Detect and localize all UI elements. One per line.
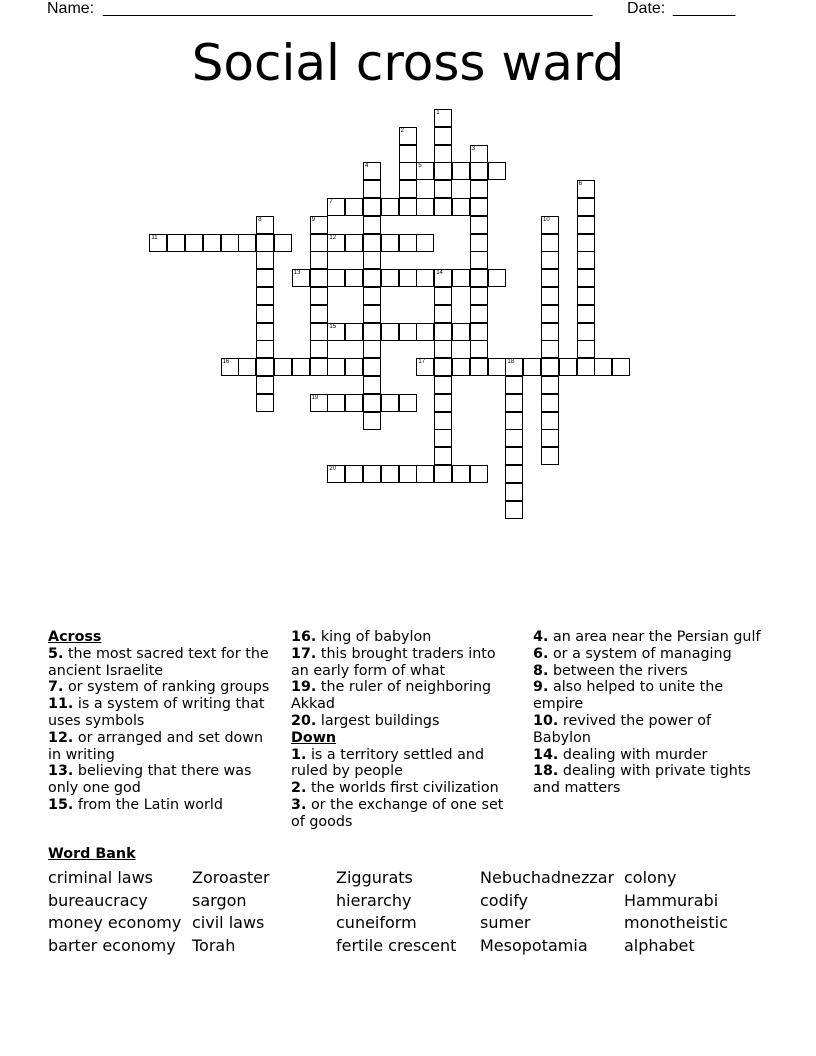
grid-cell[interactable] [345,269,363,287]
grid-cell[interactable] [577,323,595,341]
grid-cell[interactable] [577,251,595,269]
grid-cell[interactable] [274,234,292,252]
clue-down-3: 3. or the exchange of one set of goods [291,796,504,830]
word-bank-item: alphabet [624,936,695,955]
word-bank-item: criminal laws [48,868,153,887]
grid-cell[interactable] [363,376,381,394]
grid-cell[interactable] [381,394,399,412]
clue-number: 7 [329,199,333,205]
clue-down-4: 4. an area near the Persian gulf [533,629,761,645]
grid-cell[interactable] [470,180,488,198]
grid-cell[interactable] [505,483,523,501]
clue-down-10: 10. revived the power of Babylon [533,712,712,746]
grid-cell[interactable] [434,145,452,163]
grid-cell[interactable] [363,323,381,341]
grid-cell[interactable] [327,198,345,216]
grid-cell[interactable] [434,269,452,287]
grid-cell[interactable] [399,145,417,163]
word-bank-item: Ziggurats [336,868,413,887]
word-bank-item: hierarchy [336,891,412,910]
grid-cell[interactable] [399,127,417,145]
word-bank-item: Zoroaster [192,868,270,887]
grid-cell[interactable] [310,234,328,252]
grid-cell[interactable] [541,234,559,252]
grid-cell[interactable] [381,323,399,341]
grid-cell[interactable] [345,465,363,483]
grid-cell[interactable] [363,251,381,269]
clues-column-3 [533,629,763,797]
clue-down-18: 18. dealing with private tights and matters [533,763,751,797]
grid-cell[interactable] [256,269,274,287]
grid-cell[interactable] [416,358,434,376]
grid-cell[interactable] [505,358,523,376]
grid-cell[interactable] [505,447,523,465]
grid-cell[interactable] [541,376,559,394]
word-bank-item: codify [480,891,529,910]
word-bank-item: Torah [192,936,236,955]
word-bank-item: bureaucracy [48,891,148,910]
grid-cell[interactable] [470,465,488,483]
grid-cell[interactable] [310,323,328,341]
grid-cell[interactable] [363,162,381,180]
grid-cell[interactable] [577,358,595,376]
clue-across-12: 12. or arranged and set down in writing [48,729,264,763]
clue-number: 9 [311,216,315,223]
grid-cell[interactable] [327,269,345,287]
grid-cell[interactable] [399,162,417,180]
grid-cell[interactable] [505,394,523,412]
grid-cell[interactable] [345,234,363,252]
grid-cell[interactable] [363,180,381,198]
grid-cell[interactable] [363,412,381,430]
word-bank-heading: Word Bank [48,846,136,862]
across-heading: Across [48,629,102,645]
word-bank-item: Nebuchadnezzar [480,868,615,887]
grid-cell[interactable] [452,358,470,376]
clue-number: 12 [329,234,337,241]
grid-cell[interactable] [470,216,488,234]
grid-cell[interactable] [399,394,417,412]
grid-cell[interactable] [256,376,274,394]
grid-cell[interactable] [577,216,595,234]
clue-across-16: 16. king of babylon [291,629,432,645]
grid-cell[interactable] [221,358,239,376]
grid-cell[interactable] [541,358,559,376]
grid-cell[interactable] [541,305,559,323]
grid-cell[interactable] [434,340,452,358]
grid-cell[interactable] [345,394,363,412]
name-line[interactable]: _______________________________________________________ [103,0,593,17]
grid-cell[interactable] [310,216,328,234]
grid-cell[interactable] [399,234,417,252]
grid-cell[interactable] [256,251,274,269]
grid-cell[interactable] [434,429,452,447]
grid-cell[interactable] [363,269,381,287]
grid-cell[interactable] [416,323,434,341]
grid-cell[interactable] [541,216,559,234]
grid-cell[interactable] [488,162,506,180]
grid-cell[interactable] [416,162,434,180]
clue-number: 20 [329,466,337,472]
clue-number: 6 [578,181,582,188]
grid-cell[interactable] [434,394,452,412]
grid-cell[interactable] [470,145,488,163]
grid-cell[interactable] [541,269,559,287]
grid-cell[interactable] [541,447,559,465]
down-heading: Down [291,729,337,746]
grid-cell[interactable] [470,162,488,180]
grid-cell[interactable] [452,465,470,483]
grid-cell[interactable] [256,340,274,358]
grid-cell[interactable] [256,358,274,376]
grid-cell[interactable] [256,305,274,323]
grid-cell[interactable] [327,234,345,252]
clues-column-1 [48,629,274,814]
word-bank-item: sumer [480,913,531,932]
grid-cell[interactable] [310,340,328,358]
grid-cell[interactable] [612,358,630,376]
clue-across-19: 19. the ruler of neighboring Akkad [291,679,492,713]
grid-cell[interactable] [434,198,452,216]
grid-cell[interactable] [505,465,523,483]
grid-cell[interactable] [292,358,310,376]
grid-cell[interactable] [327,394,345,412]
grid-cell[interactable] [434,412,452,430]
grid-cell[interactable] [470,287,488,305]
grid-cell[interactable] [381,234,399,252]
grid-cell[interactable] [363,305,381,323]
word-bank-item: barter economy [48,936,176,955]
grid-cell[interactable] [577,198,595,216]
grid-cell[interactable] [345,198,363,216]
grid-cell[interactable] [505,412,523,430]
clue-number: 14 [436,270,443,277]
name-label: Name: [47,0,95,17]
date-label: Date: [627,0,666,17]
clue-number: 17 [418,359,426,366]
grid-cell[interactable] [399,180,417,198]
grid-cell[interactable] [310,251,328,269]
grid-cell[interactable] [523,358,541,376]
grid-cell[interactable] [256,323,274,341]
grid-cell[interactable] [470,323,488,341]
clue-number: 2 [400,127,404,134]
grid-cell[interactable] [434,323,452,341]
clue-number: 5 [418,163,422,170]
grid-cell[interactable] [381,198,399,216]
clue-number: 13 [293,270,301,277]
grid-cell[interactable] [363,234,381,252]
word-bank-item: monotheistic [624,913,728,932]
grid-cell[interactable] [434,465,452,483]
grid-cell[interactable] [149,234,167,252]
grid-cell[interactable] [310,287,328,305]
grid-cell[interactable] [327,465,345,483]
page-title: Social cross ward [191,34,625,92]
grid-cell[interactable] [434,127,452,145]
clue-down-1: 1. is a territory settled and ruled by people [291,746,485,780]
grid-cell[interactable] [452,269,470,287]
grid-cell[interactable] [310,358,328,376]
clue-across-13: 13. believing that there was only one god [48,763,252,797]
grid-cell[interactable] [399,269,417,287]
clue-number: 19 [311,394,319,401]
grid-cell[interactable] [505,429,523,447]
grid-cell[interactable] [256,216,274,234]
grid-cell[interactable] [256,287,274,305]
grid-cell[interactable] [256,394,274,412]
grid-cell[interactable] [577,287,595,305]
grid-cell[interactable] [541,287,559,305]
grid-cell[interactable] [363,287,381,305]
clue-down-9: 9. also helped to unite the empire [533,679,724,713]
grid-cell[interactable] [577,269,595,287]
grid-cell[interactable] [505,376,523,394]
grid-cell[interactable] [505,501,523,519]
word-bank-item: colony [624,868,677,887]
grid-cell[interactable] [541,394,559,412]
grid-cell[interactable] [434,287,452,305]
grid-cell[interactable] [274,358,292,376]
grid-cell[interactable] [363,394,381,412]
grid-cell[interactable] [434,447,452,465]
word-bank-item: cuneiform [336,913,417,932]
date-line[interactable]: _______ [673,0,736,17]
grid-cell[interactable] [577,340,595,358]
grid-cell[interactable] [399,323,417,341]
grid-cell[interactable] [594,358,612,376]
grid-cell[interactable] [310,305,328,323]
grid-cell[interactable] [399,465,417,483]
grid-cell[interactable] [363,465,381,483]
grid-cell[interactable] [363,216,381,234]
clues-column-2 [291,629,517,831]
grid-cell[interactable] [310,269,328,287]
grid-cell[interactable] [363,340,381,358]
grid-cell[interactable] [541,412,559,430]
grid-cell[interactable] [221,234,239,252]
word-bank-item: Mesopotamia [480,936,588,955]
word-bank-item: Hammurabi [624,891,719,910]
clue-number: 3 [471,145,476,152]
grid-cell[interactable] [345,323,363,341]
grid-cell[interactable] [577,234,595,252]
grid-cell[interactable] [185,234,203,252]
clue-across-17: 17. this brought traders into an early form of what [291,645,496,679]
clue-number: 15 [329,323,337,330]
grid-cell[interactable] [327,323,345,341]
grid-cell[interactable] [434,376,452,394]
grid-cell[interactable] [541,323,559,341]
clue-across-5: 5. the most sacred text for the ancient Israelite [48,645,269,679]
clue-number: 1 [436,110,440,116]
grid-cell[interactable] [434,109,452,127]
grid-cell[interactable] [238,234,256,252]
grid-cell[interactable] [434,305,452,323]
grid-cell[interactable] [470,269,488,287]
grid-cell[interactable] [470,251,488,269]
grid-cell[interactable] [577,305,595,323]
grid-cell[interactable] [452,162,470,180]
clue-number: 11 [151,234,158,241]
grid-cell[interactable] [399,198,417,216]
grid-cell[interactable] [256,234,274,252]
grid-cell[interactable] [292,269,310,287]
grid-cell[interactable] [238,358,256,376]
grid-cell[interactable] [470,198,488,216]
clue-number: 16 [222,359,230,366]
word-bank-item: sargon [192,891,247,910]
clue-number: 4 [365,163,369,170]
clue-down-2: 2. the worlds first civilization [291,780,499,797]
clue-across-15: 15. from the Latin world [48,796,223,813]
grid-cell[interactable] [327,358,345,376]
grid-cell[interactable] [381,465,399,483]
grid-cell[interactable] [488,269,506,287]
grid-cell[interactable] [541,429,559,447]
grid-cell[interactable] [452,323,470,341]
grid-cell[interactable] [167,234,185,252]
grid-cell[interactable] [452,198,470,216]
grid-cell[interactable] [203,234,221,252]
grid-cell[interactable] [470,234,488,252]
grid-cell[interactable] [363,358,381,376]
grid-cell[interactable] [416,234,434,252]
grid-cell[interactable] [416,198,434,216]
clue-across-20: 20. largest buildings [291,712,440,729]
word-bank-item: fertile crescent [336,936,457,955]
clue-number: 8 [258,216,262,223]
grid-cell[interactable] [345,358,363,376]
grid-cell[interactable] [310,394,328,412]
grid-cell[interactable] [559,358,577,376]
grid-cell[interactable] [541,251,559,269]
grid-cell[interactable] [470,340,488,358]
clue-number: 18 [507,359,515,366]
grid-cell[interactable] [416,269,434,287]
grid-cell[interactable] [363,198,381,216]
clue-number: 10 [543,216,550,223]
grid-cell[interactable] [470,305,488,323]
grid-cell[interactable] [434,180,452,198]
clue-across-7: 7. or system of ranking groups [48,679,270,696]
word-bank-item: civil laws [192,913,265,932]
grid-cell[interactable] [434,162,452,180]
grid-cell[interactable] [416,465,434,483]
clue-down-8: 8. between the rivers [533,662,688,679]
grid-cell[interactable] [577,180,595,198]
grid-cell[interactable] [541,340,559,358]
grid-cell[interactable] [434,358,452,376]
clue-down-14: 14. dealing with murder [533,746,708,763]
word-bank-item: money economy [48,913,182,932]
grid-cell[interactable] [488,358,506,376]
clue-down-6: 6. or a system of managing [533,645,732,662]
grid-cell[interactable] [381,269,399,287]
clue-across-11: 11. is a system of writing that uses symbols [48,696,265,729]
grid-cell[interactable] [470,358,488,376]
